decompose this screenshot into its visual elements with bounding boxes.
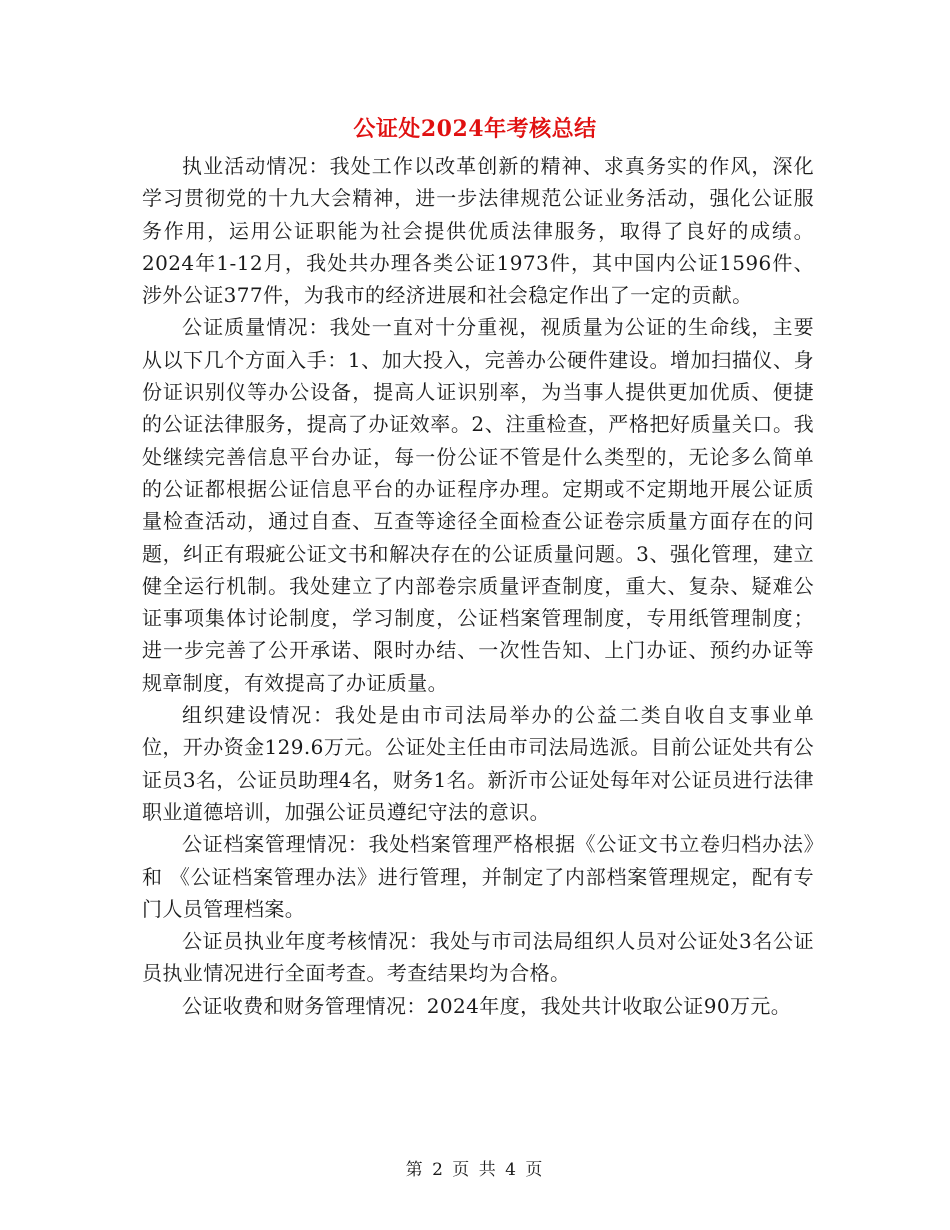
paragraph-organization: 组织建设情况：我处是由市司法局举办的公益二类自收自支事业单位，开办资金129.6万元。公证处主任由市司法局选派。目前公证处共有公证员3名，公证员助理4名，财务1名。新沂市公证处每年对公证员进行法律职业道德培训，加强公证员遵纪守法的意识。 [142,703,814,824]
document-title: 公证处2024年考核总结 [353,116,597,142]
document-body [142,150,814,1022]
paragraph-notary-quality: 公证质量情况：我处一直对十分重视，视质量为公证的生命线，主要从以下几个方面入手：1、加大投入，完善办公硬件建设。增加扫描仪、身份证识别仪等办公设备，提高人证识别率，为当事人提供更加优质、便捷的公证法律服务，提高了办证效率。2、注重检查，严格把好质量关口。我处继续完善信息平台办证，每一份公证不管是什么类型的，无论多么简单的公证都根据公证信息平台的办证程序办理。定期或不定期地开展公证质量检查活动，通过自查、互查等途径全面检查公证卷宗质量方面存在的问题，纠正有瑕疵公证文书和解决存在的公证质量问题。3、强化管理，建立健全运行机制。我处建立了内部卷宗质量评查制度，重大、复杂、疑难公证事项集体讨论制度，学习制度，公证档案管理制度，专用纸管理制度；进一步完善了公开承诺、限时办结、一次性告知、上门办证、预约办证等规章制度，有效提高了办证质量。 [142,315,814,695]
paragraph-archive-management: 公证档案管理情况：我处档案管理严格根据《公证文书立卷归档办法》和 《公证档案管理办法》进行管理，并制定了内部档案管理规定，配有专门人员管理档案。 [142,832,814,921]
paragraph-annual-assessment: 公证员执业年度考核情况：我处与市司法局组织人员对公证处3名公证员执业情况进行全面考查。考查结果均为合格。 [142,929,814,986]
page-number-footer: 第 2 页 共 4 页 [405,1160,545,1180]
paragraph-fees-finance: 公证收费和财务管理情况：2024年度，我处共计收取公证90万元。 [182,993,792,1018]
paragraph-practice-activities: 执业活动情况：我处工作以改革创新的精神、求真务实的作风，深化学习贯彻党的十九大会精神，进一步法律规范公证业务活动，强化公证服务作用，运用公证职能为社会提供优质法律服务，取得了良好的成绩。2024年1-12月，我处共办理各类公证1973件，其中国内公证1596件、涉外公证377件，为我市的经济进展和社会稳定作出了一定的贡献。 [142,154,814,308]
